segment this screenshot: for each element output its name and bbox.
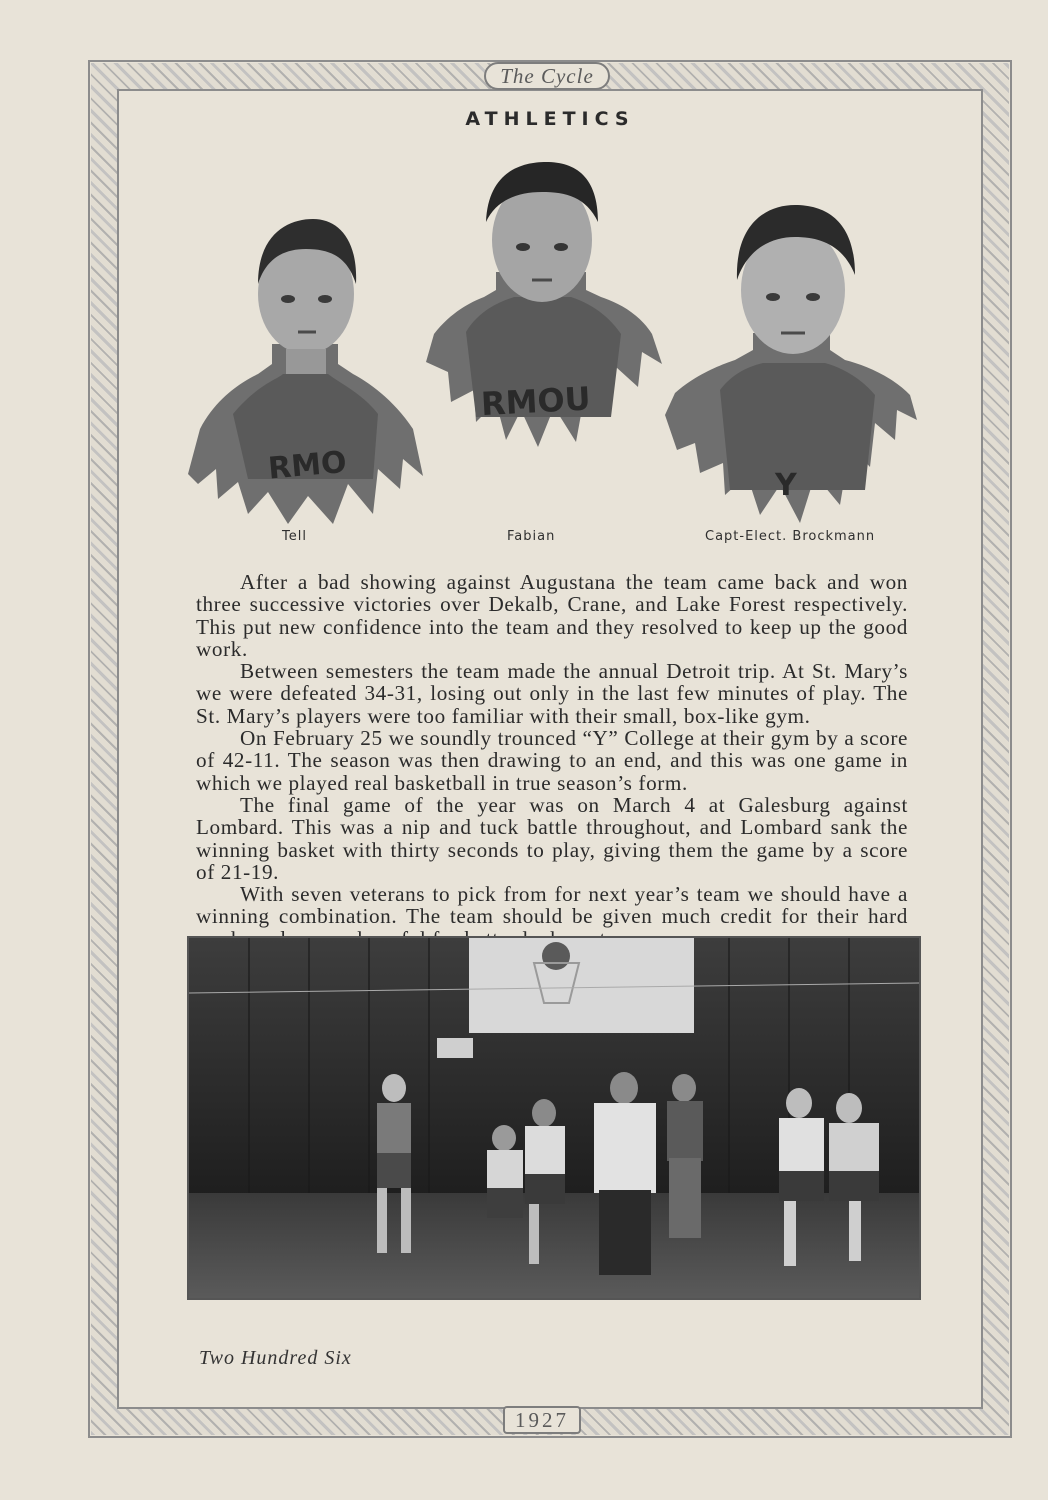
caption-brockmann: Capt-Elect. Brockmann (705, 529, 876, 544)
portrait-tell (188, 214, 423, 524)
paragraph: Between semesters the team made the annual Detroit trip. At St. Mary’s we were defeated 34-31, losing out only in the last few minutes of play. The St. Mary’s players were too familiar with their small, box-like gym. (196, 659, 908, 728)
caption-fabian: Fabian (507, 529, 556, 544)
caption-tell: Tell (282, 529, 307, 544)
page-number-label: Two Hundred Six (199, 1347, 352, 1369)
svg-text:Y: Y (775, 468, 797, 503)
running-title: The Cycle (484, 62, 610, 90)
paragraph: On February 25 we soundly trounced “Y” College at their gym by a score of 42-11. The season was then drawing to an end, and this was one game in which we played real basketball in true season’s form. (196, 726, 908, 795)
svg-text:RMO: RMO (266, 444, 349, 487)
article-body (196, 571, 908, 950)
paragraph: With seven veterans to pick from for next year’s team we should have a winning combination. The team should be given much credit for their hard (196, 882, 908, 929)
svg-text:RMOU: RMOU (480, 379, 592, 424)
paragraph: The final game of the year was on March 4 at Galesburg against Lombard. This was a nip and tuck battle throughout, and Lombard sank the winning basket with thirty seconds to play, giving them the game by a score of 21-19. (196, 792, 908, 884)
portrait-brockmann (665, 205, 917, 525)
portrait-fabian (426, 162, 662, 452)
year-cartouche: 1927 (503, 1406, 581, 1434)
basketball-game-photo (187, 936, 921, 1300)
section-title: ATHLETICS (465, 108, 635, 130)
paragraph: After a bad showing against Augustana the team came back and won three successive victories over Dekalb, Crane, and Lake Forest respectively. This put new confidence into the team and they resolved to keep up the good work. (196, 570, 908, 661)
